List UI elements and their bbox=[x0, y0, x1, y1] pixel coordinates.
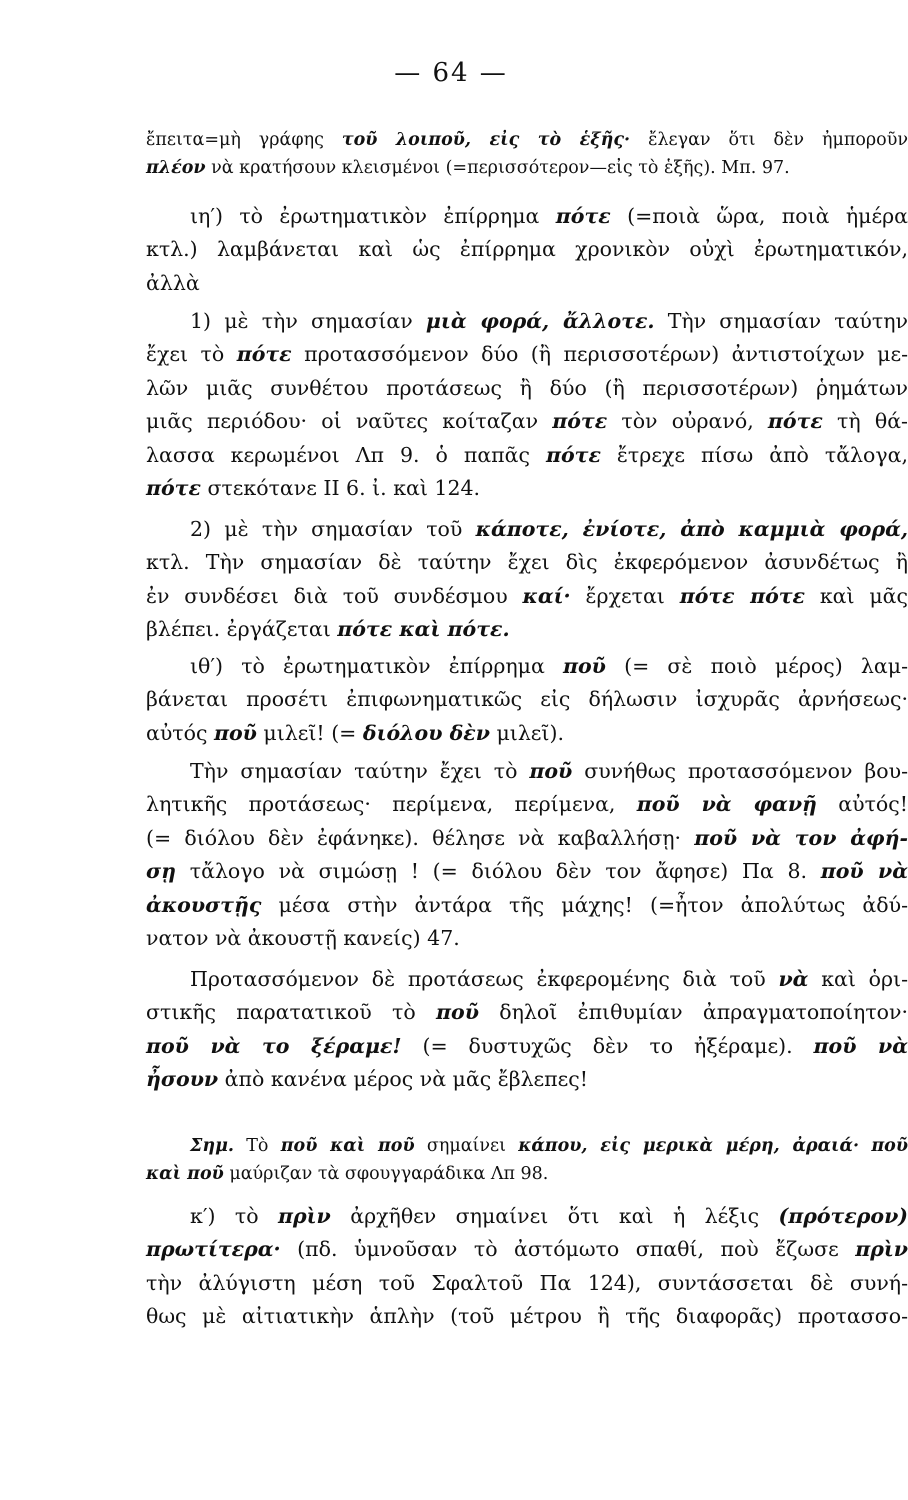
paragraph-pou-wish bbox=[146, 963, 908, 1097]
paragraph-20-prin bbox=[146, 1200, 908, 1334]
paragraph-pote-meaning-2 bbox=[146, 513, 908, 647]
text-line: Σημ. Τὸ ποῦ καὶ ποῦ σημαίνει κάπου, εἰς μερικὰ μέρη, ἀραιά· ποῦ bbox=[190, 1136, 908, 1156]
text-line: βάνεται προσέτι ἐπιφωνηματικῶς εἰς δήλωσιν ἰσχυρᾶς ἀρνήσεως· bbox=[146, 687, 908, 712]
text-line: ἔχει τὸ πότε προτασσόμενον δύο (ἢ περισσοτέρων) ἀντιστοίχων με- bbox=[146, 342, 908, 367]
text-line: νατον νὰ ἀκουστῇ κανείς) 47. bbox=[146, 926, 460, 951]
text-line: (= διόλου δὲν ἐφάνηκε). θέλησε νὰ καβαλλήσῃ· ποῦ νὰ τον ἀφή- bbox=[146, 825, 908, 850]
text-line: σῃ τἄλογο νὰ σιμώσῃ ! (= διόλου δὲν τον ἄφησε) Πα 8. ποῦ νὰ bbox=[146, 859, 908, 884]
text-line: πλέον νὰ κρατήσουν κλεισμένοι (=περισσότερον—εἰς τὸ ἑξῆς). Μπ. 97. bbox=[146, 158, 790, 178]
text-line: ποῦ νὰ το ξέραμε! (= δυστυχῶς δὲν το ἠξέραμε). ποῦ νὰ bbox=[146, 1033, 908, 1058]
text-line: ἔπειτα=μὴ γράφης τοῦ λοιποῦ, εἰς τὸ ἑξῆς· ἔλεγαν ὅτι δὲν ἠμποροῦν bbox=[146, 130, 908, 150]
text-line: κτλ. Τὴν σημασίαν δὲ ταύτην ἔχει δὶς ἐκφερόμενον ἀσυνδέτως ἢ bbox=[146, 550, 908, 575]
text-line: τὴν ἀλύγιστη μέση τοῦ Σφαλτοῦ Πα 124), συντάσσεται δὲ συνή- bbox=[146, 1270, 908, 1295]
text-line: λητικῆς προτάσεως· περίμενα, περίμενα, ποῦ νὰ φανῇ αὐτός! bbox=[146, 792, 908, 817]
paragraph-continuation bbox=[146, 126, 908, 182]
paragraph-18-pote bbox=[146, 200, 908, 300]
paragraph-pou-volitive bbox=[146, 755, 908, 955]
note-pou-kai-pou bbox=[146, 1132, 908, 1188]
text-line: βλέπει. ἐργάζεται πότε καὶ πότε. bbox=[146, 617, 510, 642]
text-line: ἀλλὰ bbox=[146, 270, 200, 295]
text-line: πότε στεκότανε ΙΙ 6. ἰ. καὶ 124. bbox=[146, 476, 481, 501]
text-line: ιθ′) τὸ ἐρωτηματικὸν ἐπίρρημα ποῦ (= σὲ ποιὸ μέρος) λαμ- bbox=[190, 654, 908, 678]
paragraph-19-pou bbox=[146, 650, 908, 750]
text-line: Προτασσόμενον δὲ προτάσεως ἐκφερομένης διὰ τοῦ νὰ καὶ ὁρι- bbox=[190, 967, 908, 991]
text-line: κ′) τὸ πρὶν ἀρχῆθεν σημαίνει ὅτι καὶ ἡ λέξις (πρότερον) bbox=[190, 1204, 908, 1228]
text-line: καὶ ποῦ μαύριζαν τὰ σφουγγαράδικα Λπ 98. bbox=[146, 1164, 549, 1184]
text-line: θως μὲ αἰτιατικὴν ἁπλὴν (τοῦ μέτρου ἢ τῆς διαφορᾶς) προτασσο- bbox=[146, 1304, 908, 1329]
text-line: αὐτός ποῦ μιλεῖ! (= διόλου δὲν μιλεῖ). bbox=[146, 720, 564, 745]
text-line: 2) μὲ τὴν σημασίαν τοῦ κάποτε, ἐνίοτε, ἀπὸ καμμιὰ φορά, bbox=[190, 517, 908, 541]
text-line: στικῆς παρατατικοῦ τὸ ποῦ δηλοῖ ἐπιθυμίαν ἀπραγματοποίητον· bbox=[146, 1000, 908, 1025]
text-line: ιη′) τὸ ἐρωτηματικὸν ἐπίρρημα πότε (=ποιὰ ὥρα, ποιὰ ἡμέρα bbox=[190, 204, 908, 228]
text-line: Τὴν σημασίαν ταύτην ἔχει τὸ ποῦ συνήθως προτασσόμενον βου- bbox=[190, 759, 908, 783]
text-line: πρωτίτερα· (πδ. ὑμνοῦσαν τὸ ἀστόμωτο σπαθί, ποὺ ἔζωσε πρὶν bbox=[146, 1237, 908, 1262]
text-line: μιᾶς περιόδου· οἱ ναῦτες κοίταζαν πότε τὸν οὐρανό, πότε τὴ θά- bbox=[146, 409, 908, 434]
text-line: 1) μὲ τὴν σημασίαν μιὰ φορά, ἄλλοτε. Τὴν σημασίαν ταύτην bbox=[190, 309, 908, 333]
text-line: λασσα κερωμένοι Λπ 9. ὁ παπᾶς πότε ἔτρεχε πίσω ἀπὸ τἄλογα, bbox=[146, 442, 908, 467]
text-line: ἐν συνδέσει διὰ τοῦ συνδέσμου καί· ἔρχεται πότε πότε καὶ μᾶς bbox=[146, 583, 908, 608]
page-number: — 64 — bbox=[394, 58, 508, 88]
text-line: ἀκουστῇς μέσα στὴν ἀντάρα τῆς μάχης! (=ἦτον ἀπολύτως ἀδύ- bbox=[146, 892, 908, 917]
text-line: κτλ.) λαμβάνεται καὶ ὡς ἐπίρρημα χρονικὸν οὐχὶ ἐρωτηματικόν, bbox=[146, 237, 908, 262]
text-line: λῶν μιᾶς συνθέτου προτάσεως ἢ δύο (ἢ περισσοτέρων) ῥημάτων bbox=[146, 375, 908, 400]
text-line: ἦσουν ἀπὸ κανένα μέρος νὰ μᾶς ἔβλεπες! bbox=[146, 1067, 588, 1092]
paragraph-pote-meaning-1 bbox=[146, 305, 908, 505]
